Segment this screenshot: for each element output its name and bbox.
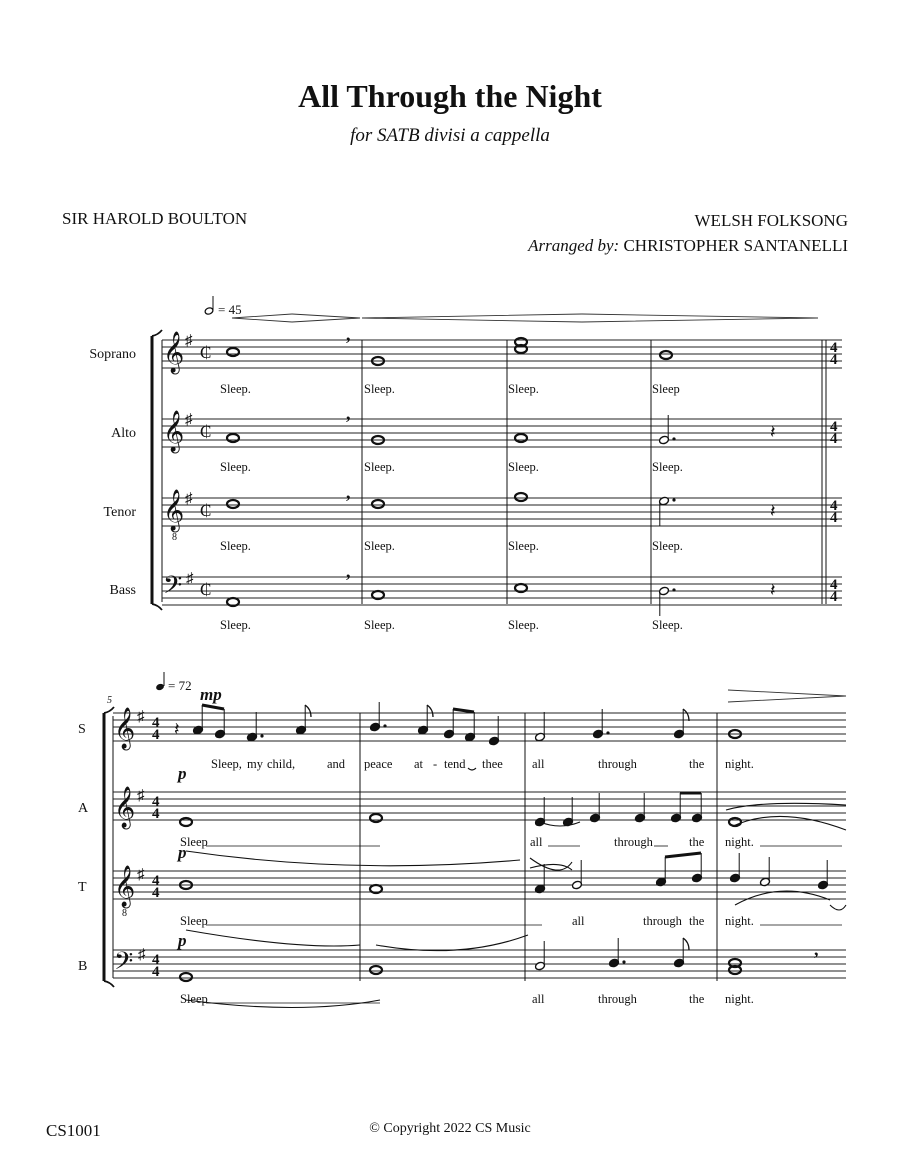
lyric: through bbox=[598, 757, 637, 771]
lyric: Sleep. bbox=[652, 539, 683, 553]
cut-time-symbol: ₵ bbox=[200, 580, 212, 599]
dynamic-alto: p bbox=[178, 764, 187, 783]
bass-clef: 𝄢 bbox=[114, 948, 134, 981]
lyric: all bbox=[532, 757, 545, 771]
tempo-text: = 45 bbox=[218, 302, 242, 317]
whole-note bbox=[372, 500, 384, 508]
flag bbox=[683, 938, 689, 950]
breath-marks bbox=[346, 324, 351, 581]
system-1-keys bbox=[185, 333, 194, 587]
beam bbox=[453, 709, 474, 712]
lyric: the bbox=[689, 757, 705, 771]
lyric: night. bbox=[725, 992, 754, 1006]
system-2-lyrics-soprano bbox=[211, 757, 754, 771]
svg-text:♯: ♯ bbox=[137, 709, 145, 725]
tempo-marking-2 bbox=[155, 672, 191, 693]
note-dot bbox=[260, 734, 263, 737]
treble-clef: 𝄞 bbox=[114, 787, 136, 827]
octave-8-tenor: 8 bbox=[172, 532, 177, 543]
slurs-ties bbox=[186, 768, 846, 1008]
system-1-lyrics bbox=[220, 382, 683, 632]
svg-text:4: 4 bbox=[830, 577, 838, 593]
lyric: Sleep. bbox=[220, 382, 251, 396]
quarter-rest: 𝄽 bbox=[770, 501, 776, 521]
whole-note bbox=[660, 351, 672, 359]
svg-text:4: 4 bbox=[152, 964, 160, 980]
svg-text:♯: ♯ bbox=[137, 867, 145, 883]
system-2 bbox=[78, 672, 846, 1008]
lyric: all bbox=[530, 835, 543, 849]
note-dot bbox=[672, 588, 675, 591]
page-title: All Through the Night bbox=[298, 78, 602, 114]
svg-text:4: 4 bbox=[152, 952, 160, 968]
whole-note bbox=[370, 966, 382, 974]
svg-text:4: 4 bbox=[152, 727, 160, 743]
key-sharp: ♯ bbox=[185, 333, 193, 349]
system-2-lyrics-tenor bbox=[180, 914, 754, 928]
system-1-staves bbox=[162, 340, 842, 605]
dynamic-soprano: mp bbox=[200, 685, 222, 704]
svg-text:♯: ♯ bbox=[137, 788, 145, 804]
svg-text:4: 4 bbox=[830, 340, 838, 356]
note-dot bbox=[672, 437, 675, 440]
svg-text:4: 4 bbox=[152, 806, 160, 822]
whole-note bbox=[180, 973, 192, 981]
breath-mark: , bbox=[814, 939, 819, 959]
treble-clef-soprano: 𝄞 bbox=[163, 332, 185, 372]
whole-note bbox=[227, 348, 239, 356]
svg-text:,: , bbox=[346, 561, 351, 581]
flag bbox=[305, 705, 311, 717]
part-name-alto: Alto bbox=[111, 426, 136, 441]
whole-note bbox=[227, 434, 239, 442]
system-2-lyrics-bass bbox=[180, 992, 754, 1006]
treble-clef-tenor: 𝄞 bbox=[163, 490, 185, 530]
svg-text:4: 4 bbox=[830, 589, 838, 605]
quarter-rest: 𝄽 bbox=[174, 719, 180, 739]
lyric: Sleep. bbox=[508, 460, 539, 474]
part-name-soprano: Soprano bbox=[89, 347, 136, 362]
lyric: the bbox=[689, 835, 705, 849]
cut-time-symbol: ₵ bbox=[200, 501, 212, 520]
key-sharp: ♯ bbox=[185, 491, 193, 507]
svg-text:4: 4 bbox=[152, 794, 160, 810]
flag bbox=[683, 709, 689, 721]
note-dot bbox=[672, 498, 675, 501]
composer-credit: WELSH FOLKSONG bbox=[694, 211, 848, 230]
lyric: Sleep bbox=[180, 992, 208, 1006]
beam bbox=[202, 705, 224, 709]
lyric: Sleep. bbox=[508, 539, 539, 553]
system-1-notes bbox=[227, 338, 776, 616]
lyric: night. bbox=[725, 914, 754, 928]
lyric: night. bbox=[725, 835, 754, 849]
system-bracket bbox=[152, 330, 162, 610]
lyric: the bbox=[689, 914, 705, 928]
lyric: through bbox=[614, 835, 653, 849]
note-dot bbox=[383, 724, 386, 727]
lyric: all bbox=[532, 992, 545, 1006]
part-name-bass: Bass bbox=[109, 583, 136, 598]
system-2-lyrics-alto bbox=[180, 835, 754, 849]
quarter-rest: 𝄽 bbox=[770, 580, 776, 600]
lyric: Sleep. bbox=[508, 382, 539, 396]
dynamic-bass: p bbox=[178, 931, 187, 950]
lyric: - bbox=[433, 757, 438, 771]
tempo-text: = 72 bbox=[168, 678, 192, 693]
svg-text:,: , bbox=[346, 324, 351, 344]
lyric: Sleep. bbox=[652, 618, 683, 632]
lyric: Sleep. bbox=[220, 539, 251, 553]
key-sharp: ♯ bbox=[185, 412, 193, 428]
system-2-keys bbox=[137, 709, 146, 963]
time-signature-4-4 bbox=[830, 340, 838, 605]
lyric: Sleep. bbox=[220, 460, 251, 474]
part-name-a: A bbox=[78, 801, 89, 816]
lyric: Sleep, bbox=[211, 757, 242, 771]
svg-text:4: 4 bbox=[152, 885, 160, 901]
svg-text:4: 4 bbox=[830, 352, 838, 368]
lyric: and bbox=[327, 757, 346, 771]
measure-number: 5 bbox=[107, 695, 112, 706]
system-1-clefs bbox=[163, 331, 184, 605]
tempo-marking bbox=[204, 296, 241, 317]
lyric: Sleep. bbox=[508, 618, 539, 632]
cut-time-symbol: ₵ bbox=[200, 343, 212, 362]
lyric: through bbox=[643, 914, 682, 928]
catalog-number: CS1001 bbox=[46, 1121, 101, 1140]
system-2-clefs bbox=[114, 707, 135, 981]
lyric: tend bbox=[444, 757, 466, 771]
bass-clef: 𝄢 bbox=[163, 572, 183, 605]
svg-text:4: 4 bbox=[830, 431, 838, 447]
lyric: Sleep bbox=[180, 835, 208, 849]
svg-text:4: 4 bbox=[152, 715, 160, 731]
system-1-barlines bbox=[362, 340, 826, 604]
beam bbox=[665, 853, 701, 857]
whole-note bbox=[515, 434, 527, 442]
copyright-notice: © Copyright 2022 CS Music bbox=[369, 1121, 531, 1136]
svg-text:,: , bbox=[346, 403, 351, 423]
treble-clef-alto: 𝄞 bbox=[163, 411, 185, 451]
whole-note bbox=[180, 818, 192, 826]
svg-text:♯: ♯ bbox=[138, 947, 146, 963]
key-sharp: ♯ bbox=[186, 571, 194, 587]
lyric: all bbox=[572, 914, 585, 928]
part-name-t: T bbox=[78, 880, 87, 895]
lyric: my bbox=[247, 757, 263, 771]
lyric: Sleep. bbox=[364, 382, 395, 396]
note-dot bbox=[606, 731, 609, 734]
system-1 bbox=[89, 296, 842, 632]
lyric: night. bbox=[725, 757, 754, 771]
quarter-rest: 𝄽 bbox=[770, 422, 776, 442]
whole-note bbox=[370, 814, 382, 822]
treble-clef: 𝄞 bbox=[114, 866, 136, 906]
lyric: at bbox=[414, 757, 424, 771]
lyricist-credit: SIR HAROLD BOULTON bbox=[62, 209, 248, 228]
dynamic-tenor: p bbox=[178, 843, 187, 862]
svg-text:4: 4 bbox=[152, 873, 160, 889]
svg-text:4: 4 bbox=[830, 510, 838, 526]
flag bbox=[427, 705, 433, 717]
whole-note bbox=[227, 500, 239, 508]
lyric: through bbox=[598, 992, 637, 1006]
lyric: Sleep. bbox=[364, 618, 395, 632]
octave-8: 8 bbox=[122, 908, 127, 919]
note-dot bbox=[622, 960, 625, 963]
lyric: Sleep. bbox=[364, 539, 395, 553]
svg-text:4: 4 bbox=[830, 419, 838, 435]
lyric: peace bbox=[364, 757, 393, 771]
system-bracket bbox=[104, 707, 114, 987]
diminuendo-hairpin bbox=[728, 690, 846, 702]
part-name-s: S bbox=[78, 722, 86, 737]
svg-text:,: , bbox=[346, 482, 351, 502]
lyric: Sleep. bbox=[220, 618, 251, 632]
svg-text:4: 4 bbox=[830, 498, 838, 514]
lyric: Sleep. bbox=[652, 460, 683, 474]
part-name-b: B bbox=[78, 959, 88, 974]
hairpins bbox=[232, 314, 818, 322]
part-name-tenor: Tenor bbox=[103, 505, 136, 520]
lyric: the bbox=[689, 992, 705, 1006]
lyric: child, bbox=[267, 757, 296, 771]
page-subtitle: for SATB divisi a cappella bbox=[350, 125, 550, 146]
treble-clef: 𝄞 bbox=[114, 708, 136, 748]
system-1-cut-time bbox=[200, 343, 211, 599]
whole-note bbox=[515, 493, 527, 501]
cut-time-symbol: ₵ bbox=[200, 422, 212, 441]
lyric: Sleep bbox=[180, 914, 208, 928]
system-2-time bbox=[152, 715, 160, 980]
lyric: thee bbox=[482, 757, 503, 771]
arranger-prefix: Arranged by: bbox=[528, 236, 620, 255]
arranger-name: CHRISTOPHER SANTANELLI bbox=[623, 236, 848, 255]
lyric: Sleep bbox=[652, 382, 680, 396]
lyric: Sleep. bbox=[364, 460, 395, 474]
